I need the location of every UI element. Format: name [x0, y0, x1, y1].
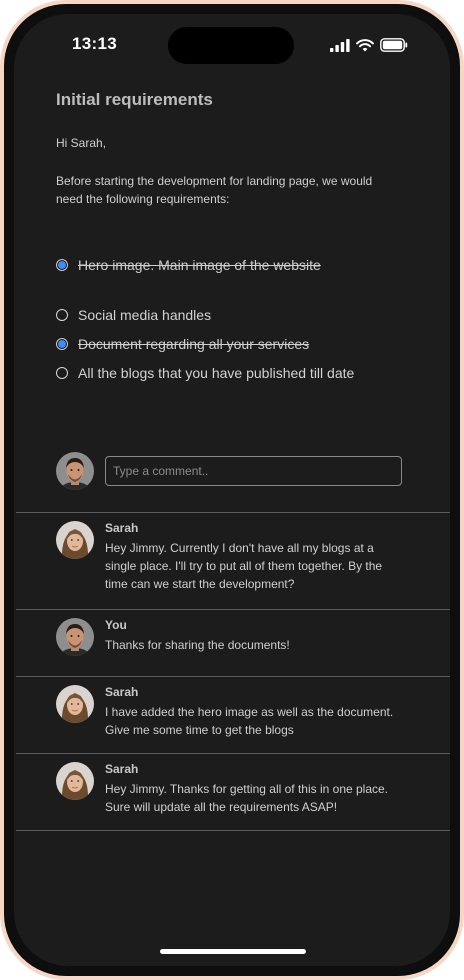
greeting-text: Hi Sarah,: [56, 136, 107, 150]
avatar-current-user: [56, 618, 94, 656]
comment-input[interactable]: [105, 456, 402, 486]
comment-text: Thanks for sharing the documents!: [105, 638, 290, 652]
status-time: 13:13: [72, 34, 117, 53]
page-title: Initial requirements: [56, 90, 213, 109]
comment-author: Sarah: [105, 762, 139, 776]
divider: [16, 512, 450, 513]
requirement-label: Document regarding all your services: [78, 336, 310, 352]
requirement-label: All the blogs that you have published till date: [78, 365, 355, 381]
app-screen: [14, 14, 450, 966]
battery-icon: [380, 38, 408, 52]
comment-author: Sarah: [105, 685, 139, 699]
comment-item: [56, 685, 402, 745]
avatar-sarah: [56, 521, 94, 559]
avatar-current-user: [56, 452, 94, 490]
home-indicator[interactable]: [160, 949, 306, 954]
divider: [16, 609, 450, 610]
requirement-item-social-media[interactable]: [56, 307, 211, 323]
intro-text: Before starting the development for landing page, we would need the following requirements:: [56, 174, 373, 206]
divider: [16, 676, 450, 677]
radio-unchecked-icon[interactable]: [56, 309, 68, 321]
radio-checked-icon[interactable]: [56, 338, 68, 350]
requirement-label: Hero image. Main image of the website: [78, 257, 321, 273]
radio-checked-icon[interactable]: [56, 259, 68, 271]
avatar-sarah: [56, 762, 94, 800]
requirement-item-hero-image[interactable]: [56, 257, 321, 273]
comment-text: I have added the hero image as well as the document. Give me some time to get the blogs: [105, 705, 394, 737]
dynamic-island: [168, 27, 294, 64]
cellular-signal-icon: [330, 39, 350, 52]
requirement-label: Social media handles: [78, 307, 212, 323]
requirement-item-blogs[interactable]: [56, 365, 354, 381]
comment-text: Hey Jimmy. Thanks for getting all of this in one place. Sure will update all the requirements ASAP!: [105, 782, 389, 814]
comment-item: [56, 762, 402, 822]
comment-item: [56, 521, 402, 601]
radio-unchecked-icon[interactable]: [56, 367, 68, 379]
status-bar: [14, 14, 450, 70]
requirement-item-services-document[interactable]: [56, 336, 309, 352]
divider: [16, 753, 450, 754]
comment-author: Sarah: [105, 521, 139, 535]
divider: [16, 830, 450, 831]
comment-composer: [56, 454, 402, 488]
avatar-sarah: [56, 685, 94, 723]
comment-author: You: [105, 618, 127, 632]
comment-text: Hey Jimmy. Currently I don't have all my blogs at a single place. I'll try to put all of them together. By the time can we start the development?: [105, 541, 383, 591]
comment-item: [56, 618, 402, 668]
wifi-icon: [356, 39, 374, 52]
status-icons: [330, 38, 408, 52]
